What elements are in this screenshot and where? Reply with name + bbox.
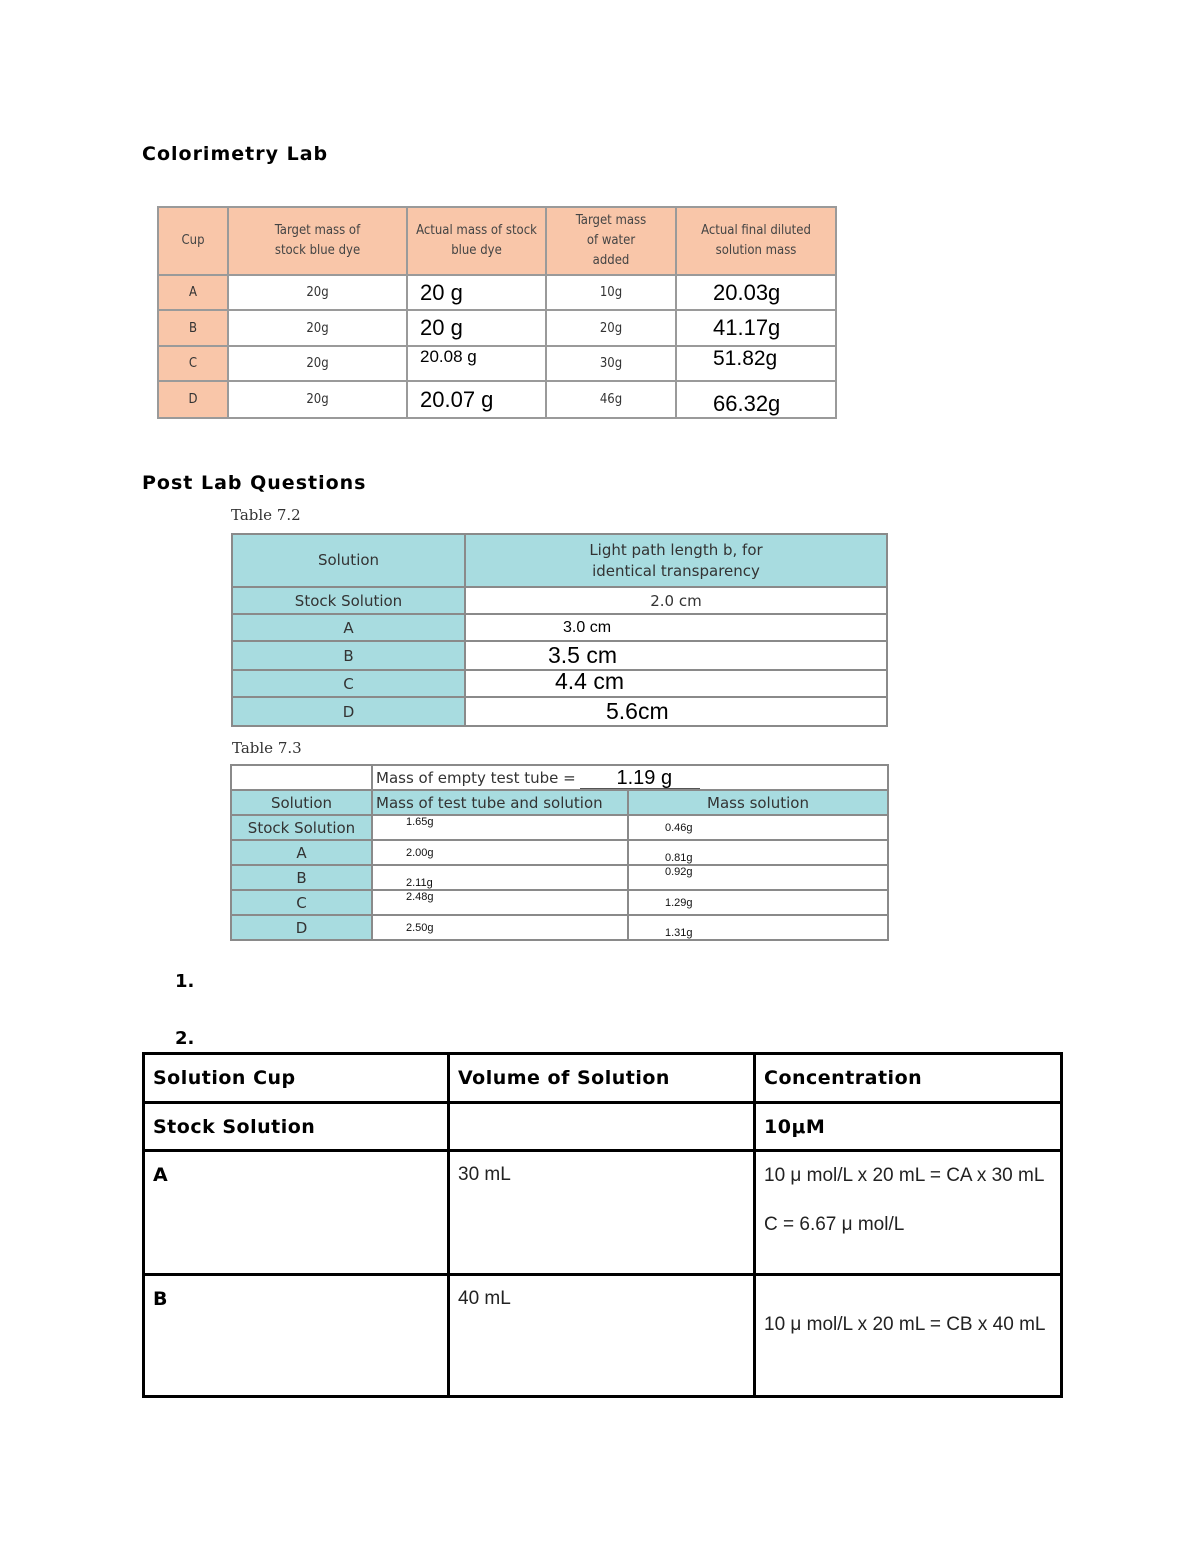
mass-solution-table xyxy=(230,764,889,941)
table-row xyxy=(158,275,836,310)
question-number-1: 1. xyxy=(175,971,195,992)
light-path-table xyxy=(231,533,888,727)
table-row xyxy=(144,1151,1062,1275)
post-lab-heading: Post Lab Questions xyxy=(142,472,367,494)
solution-cup-cell: B xyxy=(144,1275,449,1397)
actual-mass-cell: 20 g xyxy=(407,275,546,310)
solution-cell: B xyxy=(232,641,465,670)
header-light-path-line2: identical transparency xyxy=(592,561,760,580)
water-cell: 46g xyxy=(546,381,676,418)
header-concentration: Concentration xyxy=(755,1054,1062,1103)
header-actual-mass: Actual mass of stock blue dye xyxy=(407,207,546,275)
final-mass-cell: 66.32g xyxy=(676,381,836,418)
table-row xyxy=(144,1103,1062,1151)
table-row xyxy=(231,840,888,865)
table-row xyxy=(232,697,887,726)
concentration-table xyxy=(142,1052,1063,1398)
table-row xyxy=(158,381,836,418)
light-path-cell: 5.6cm xyxy=(465,697,887,726)
light-path-cell: 4.4 cm xyxy=(465,670,887,697)
volume-cell: 40 mL xyxy=(449,1275,755,1397)
solution-mass-cell: 0.46g xyxy=(628,815,888,840)
target-mass-cell: 20g xyxy=(228,346,407,381)
table-7-3-caption: Table 7.3 xyxy=(232,739,302,757)
empty-tube-cell xyxy=(372,765,888,790)
solution-mass-cell: 0.92g xyxy=(628,865,888,890)
solution-cell: D xyxy=(231,915,372,940)
header-solution-cup: Solution Cup xyxy=(144,1054,449,1103)
header-mass-tube: Mass of test tube and solution xyxy=(372,790,628,815)
solution-cell: C xyxy=(231,890,372,915)
table-row xyxy=(144,1275,1062,1397)
empty-tube-blank xyxy=(580,767,700,789)
header-mass-solution: Mass solution xyxy=(628,790,888,815)
light-path-cell: 3.0 cm xyxy=(465,614,887,641)
cup-cell: A xyxy=(158,275,228,310)
volume-cell: 30 mL xyxy=(449,1151,755,1275)
water-cell: 10g xyxy=(546,275,676,310)
table-row xyxy=(231,815,888,840)
volume-cell xyxy=(449,1103,755,1151)
header-final-mass: Actual final diluted solution mass xyxy=(676,207,836,275)
light-path-cell: 3.5 cm xyxy=(465,641,887,670)
cup-cell: B xyxy=(158,310,228,345)
header-solution: Solution xyxy=(231,790,372,815)
header-light-path-line1: Light path length b, for xyxy=(589,540,763,559)
empty-tube-label: Mass of empty test tube = xyxy=(376,769,576,787)
tube-mass-cell: 2.00g xyxy=(372,840,628,865)
tube-mass-cell: 2.11g xyxy=(372,865,628,890)
solution-cell: D xyxy=(232,697,465,726)
final-mass-cell: 20.03g xyxy=(676,275,836,310)
table-row xyxy=(231,890,888,915)
solution-mass-cell: 1.31g xyxy=(628,915,888,940)
solution-cell: B xyxy=(231,865,372,890)
table-7-2-caption: Table 7.2 xyxy=(231,506,301,524)
table-row xyxy=(232,670,887,697)
table-row xyxy=(158,346,836,381)
dye-mass-table xyxy=(157,206,837,419)
table-row xyxy=(232,587,887,614)
table-row xyxy=(232,641,887,670)
light-path-cell: 2.0 cm xyxy=(465,587,887,614)
table-header-row xyxy=(144,1054,1062,1103)
table-row xyxy=(158,310,836,345)
concentration-result: C = 6.67 μ mol/L xyxy=(764,1214,905,1235)
concentration-cell xyxy=(755,1275,1062,1397)
solution-cup-cell: A xyxy=(144,1151,449,1275)
table-row xyxy=(231,915,888,940)
table-row xyxy=(231,865,888,890)
header-target-water: Target mass of water added xyxy=(546,207,676,275)
actual-mass-cell: 20.08 g xyxy=(407,346,546,381)
final-mass-cell: 51.82g xyxy=(676,346,836,381)
solution-cell: Stock Solution xyxy=(231,815,372,840)
solution-cell: Stock Solution xyxy=(232,587,465,614)
solution-cell: A xyxy=(232,614,465,641)
table-row xyxy=(232,614,887,641)
cup-cell: C xyxy=(158,346,228,381)
target-mass-cell: 20g xyxy=(228,275,407,310)
water-cell: 20g xyxy=(546,310,676,345)
page-title: Colorimetry Lab xyxy=(142,143,329,165)
final-mass-cell: 41.17g xyxy=(676,310,836,345)
table-header-row xyxy=(231,790,888,815)
question-number-2: 2. xyxy=(175,1028,195,1049)
concentration-equation: 10 μ mol/L x 20 mL = CB x 40 mL xyxy=(764,1314,1046,1335)
water-cell: 30g xyxy=(546,346,676,381)
actual-mass-cell: 20 g xyxy=(407,310,546,345)
solution-cell: A xyxy=(231,840,372,865)
header-cup: Cup xyxy=(158,207,228,275)
target-mass-cell: 20g xyxy=(228,310,407,345)
solution-cell: C xyxy=(232,670,465,697)
header-target-mass: Target mass of stock blue dye xyxy=(228,207,407,275)
table-header-row xyxy=(158,207,836,275)
actual-mass-cell: 20.07 g xyxy=(407,381,546,418)
empty-tube-value: 1.19 g xyxy=(616,767,673,789)
header-light-path xyxy=(465,534,887,587)
tube-mass-cell: 2.48g xyxy=(372,890,628,915)
tube-mass-cell: 1.65g xyxy=(372,815,628,840)
tube-mass-cell: 2.50g xyxy=(372,915,628,940)
concentration-cell xyxy=(755,1151,1062,1275)
concentration-cell: 10μM xyxy=(755,1103,1062,1151)
header-volume: Volume of Solution xyxy=(449,1054,755,1103)
solution-mass-cell: 0.81g xyxy=(628,840,888,865)
solution-mass-cell: 1.29g xyxy=(628,890,888,915)
solution-cup-cell: Stock Solution xyxy=(144,1103,449,1151)
cup-cell: D xyxy=(158,381,228,418)
header-solution: Solution xyxy=(232,534,465,587)
target-mass-cell: 20g xyxy=(228,381,407,418)
table-header-row xyxy=(232,534,887,587)
empty-tube-row xyxy=(231,765,888,790)
concentration-equation: 10 μ mol/L x 20 mL = CA x 30 mL xyxy=(764,1165,1045,1186)
